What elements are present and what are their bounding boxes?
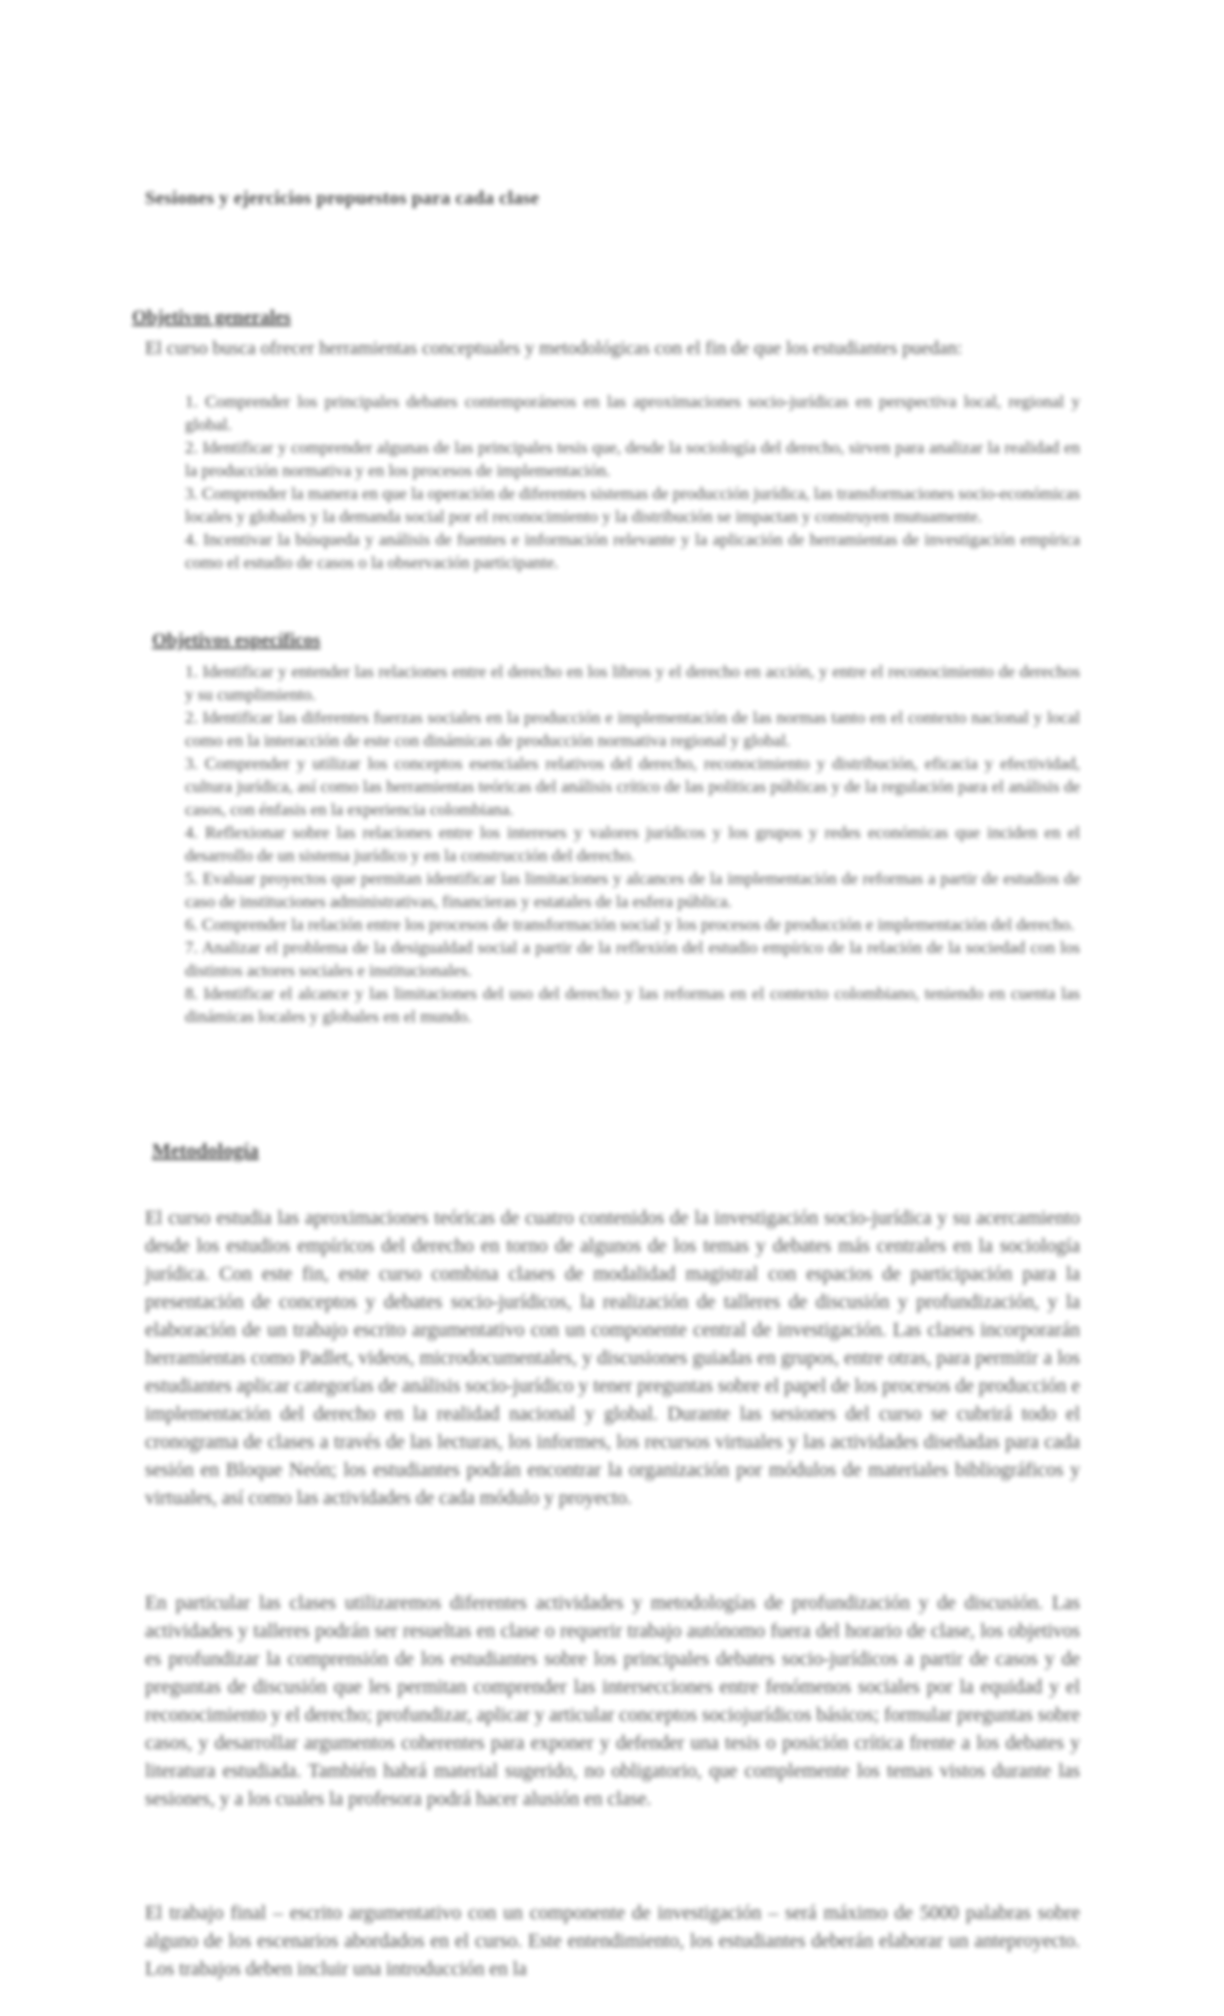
list-item: 5. Evaluar proyectos que permitan identificar las limitaciones y alcances de la implementación de reformas a partir de estudios de caso de instituciones administrativas, financieras y estatales de la esfera pública.: [185, 869, 1080, 911]
metodologia-paragraph-2: En particular las clases utilizaremos diferentes actividades y metodologías de profundización y de discusión. Las actividades y talleres podrán ser resueltas en clase o requerir trabajo autónomo fuera del horario de clase, los objetivos es profundizar la comprensión de los estudiantes sobre los principales debates socio-jurídicos a partir de casos y de preguntas de discusión que les permitan comprender las intersecciones entre fenómenos sociales por la equidad y el reconocimiento y el derecho; profundizar, aplicar y articular conceptos sociojurídicos básicos; formular preguntas sobre casos, y desarrollar argumentos coherentes para exponer y defender una tesis o posición crítica frente a los debates y literatura estudiada. También habrá material sugerido, no obligatorio, que complemente los temas vistos durante las sesiones, y a los cuales la profesora podrá hacer alusión en clase.: [145, 1593, 1080, 1810]
metodologia-paragraph-1: El curso estudia las aproximaciones teóricas de cuatro contenidos de la investigación socio-jurídica y su acercamiento desde los estudios empíricos del derecho en torno de algunos de los temas y debates más centrales en la sociología jurídica. Con este fin, este curso combina clases de modalidad magistral con espacios de participación para la presentación de conceptos y debates socio-jurídicos, la realización de talleres de discusión y profundización, y la elaboración de un trabajo escrito argumentativo con un componente central de investigación. Las clases incorporarán herramientas como Padlet, videos, microdocumentales, y discusiones guiadas en grupos, entre otras, para permitir a los estudiantes aplicar categorías de análisis socio-jurídico y tener preguntas sobre el papel de los procesos de producción e implementación del derecho en la realidad nacional y global. Durante las sesiones del curso se cubrirá todo el cronograma de clases a través de las lecturas, los informes, los recursos virtuales y las actividades diseñadas para cada sesión en Bloque Neón; los estudiantes podrán encontrar la organización por módulos de materiales bibliográficos y virtuales, así como las actividades de cada módulo y proyecto.: [145, 1208, 1080, 1509]
metodologia-heading: Metodología: [152, 1140, 259, 1162]
list-item: 8. Identificar el alcance y las limitaciones del uso del derecho y las reformas en el contexto colombiano, teniendo en cuenta las dinámicas locales y globales en el mundo.: [185, 984, 1080, 1026]
list-item: 4. Reflexionar sobre las relaciones entre los intereses y valores jurídicos y los grupos y redes económicas que inciden en el desarrollo de un sistema jurídico y en la construcción del derecho.: [185, 823, 1080, 865]
list-item: 1. Comprender los principales debates contemporáneos en las aproximaciones socio-jurídicas en perspectiva local, regional y global.: [185, 392, 1080, 434]
document-header: Sesiones y ejercicios propuestos para cada clase: [145, 188, 540, 209]
objetivos-generales-intro: El curso busca ofrecer herramientas conceptuales y metodológicas con el fin de que los estudiantes puedan:: [145, 338, 963, 359]
list-item: 6. Comprender la relación entre los procesos de transformación social y los procesos de producción e implementación del derecho.: [185, 915, 1075, 934]
metodologia-paragraph-3: El trabajo final – escrito argumentativo con un componente de investigación – será máximo de 5000 palabras sobre alguno de los escenarios abordados en el curso. Este entendimiento, los estudiantes deberán elaborar un anteproyecto. Los trabajos deben incluir una introducción en la: [145, 1903, 1080, 1980]
list-item: 3. Comprender la manera en que la operación de diferentes sistemas de producción jurídica, las transformaciones socio-económicas locales y globales y la demanda social por el reconocimiento y la distribución se impactan y construyen mutuamente.: [185, 484, 1080, 526]
list-item: 3. Comprender y utilizar los conceptos esenciales relativos del derecho, reconocimiento y distribución, eficacia y efectividad, cultura jurídica, así como las herramientas teóricas del análisis crítico de las políticas públicas y de la regulación para el análisis de casos, con énfasis en la experiencia colombiana.: [185, 754, 1080, 819]
list-item: 1. Identificar y entender las relaciones entre el derecho en los libros y el derecho en acción, y entre el reconocimiento de derechos y su cumplimiento.: [185, 662, 1080, 704]
list-item: 2. Identificar las diferentes fuerzas sociales en la producción e implementación de las normas tanto en el contexto nacional y local como en la interacción de este con dinámicas de producción normativa regional y global.: [185, 708, 1080, 750]
objetivos-especificos-heading: Objetivos específicos: [152, 630, 321, 651]
list-item: 2. Identificar y comprender algunas de las principales tesis que, desde la sociología del derecho, sirven para analizar la realidad en la producción normativa y en los procesos de implementación.: [185, 438, 1080, 480]
objetivos-generales-heading: Objetivos generales: [132, 307, 291, 328]
list-item: 7. Analizar el problema de la desigualdad social a partir de la reflexión del estudio empírico de la relación de la sociedad con los distintos actores sociales e institucionales.: [185, 938, 1080, 980]
objetivos-especificos-list: [185, 660, 1080, 1028]
list-item: 4. Incentivar la búsqueda y análisis de fuentes e información relevante y la aplicación de herramientas de investigación empírica como el estudio de casos o la observación participante.: [185, 530, 1080, 572]
objetivos-generales-list: [185, 390, 1080, 574]
